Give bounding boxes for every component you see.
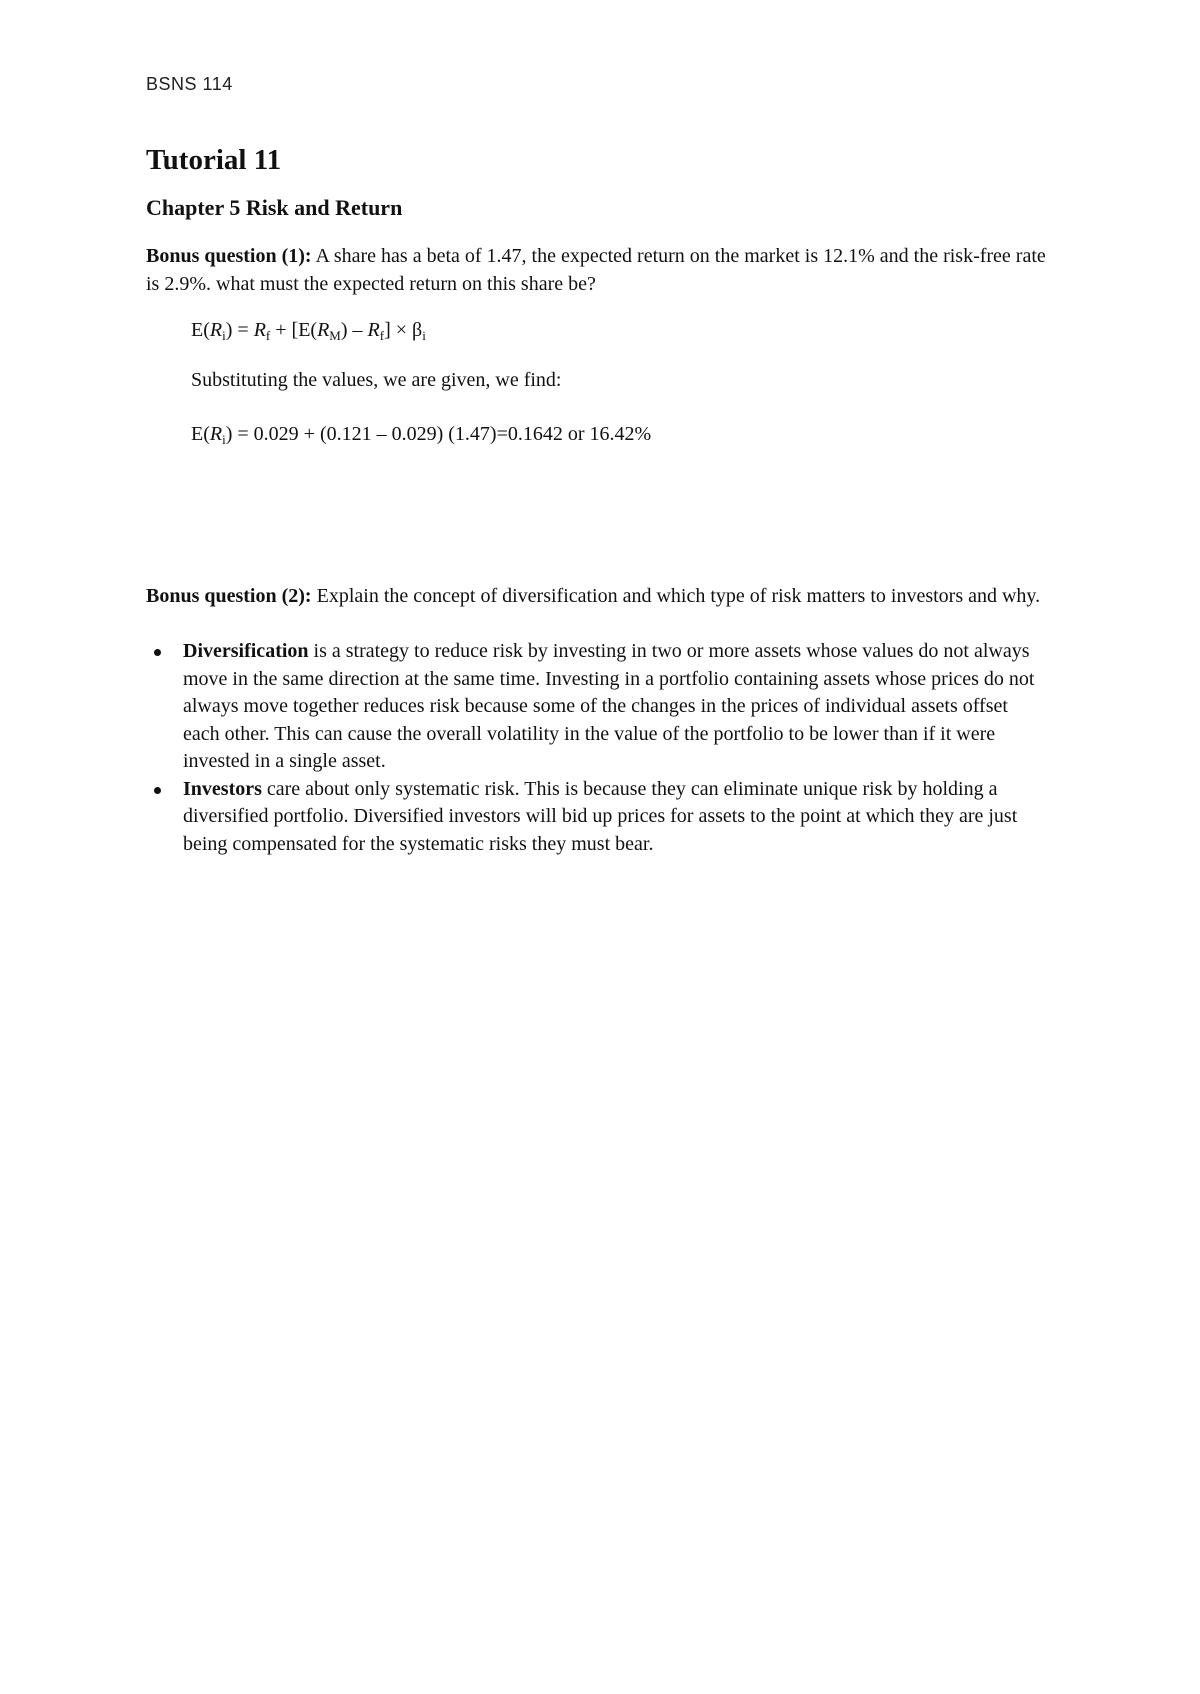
- formula-part: E(: [191, 319, 210, 341]
- bullet-icon: [154, 787, 161, 794]
- result-text: ) = 0.029 + (0.121 – 0.029) (1.47)=0.1642 or 16.42%: [225, 423, 652, 445]
- formula-sub: f: [265, 328, 271, 343]
- answer-bullet-list: [146, 638, 1046, 858]
- list-item: [146, 776, 1046, 859]
- chapter-heading: Chapter 5 Risk and Return: [146, 195, 403, 220]
- formula-var: R: [253, 319, 266, 341]
- substitution-text: Substituting the values, we are given, we find:: [191, 369, 562, 391]
- formula-var: R: [367, 319, 380, 341]
- list-item: [146, 638, 1046, 776]
- formula-part: ) –: [340, 319, 368, 341]
- formula-part: + [E(: [270, 319, 318, 341]
- bonus-question-1-label: Bonus question (1):: [146, 245, 312, 267]
- bullet-term: Diversification: [183, 640, 309, 662]
- bullet-term: Investors: [183, 777, 262, 800]
- bonus-question-1: [146, 242, 1046, 298]
- bullet-icon: [154, 649, 161, 656]
- formula-var: R: [209, 319, 223, 341]
- course-code-header: BSNS 114: [146, 74, 233, 94]
- formula-sub: M: [329, 328, 341, 343]
- formula-var: R: [209, 423, 223, 445]
- formula-sub: f: [379, 328, 385, 343]
- formula-part: E(: [191, 423, 210, 445]
- capm-formula: [191, 316, 426, 350]
- formula-sub: i: [222, 328, 226, 343]
- bonus-question-2: [146, 582, 1046, 610]
- capm-result: [191, 420, 651, 454]
- formula-sub: i: [422, 328, 426, 343]
- formula-part: ) =: [225, 319, 254, 341]
- page-title: Tutorial 11: [146, 144, 282, 176]
- formula-sub: i: [222, 432, 226, 447]
- formula-part: ] × β: [384, 319, 423, 341]
- bullet-text: is a strategy to reduce risk by investing in two or more assets whose values do not always move in the same direction at the same time. Investing in a portfolio containing assets whose prices do not always move together reduces risk because some of the changes in the prices of individual assets offset each other. This can cause the overall volatility in the value of the portfolio to be lower than if it were invested in a single asset.: [183, 640, 1035, 772]
- formula-var: R: [317, 319, 330, 341]
- bonus-question-2-text: Explain the concept of diversification and which type of risk matters to investors and why.: [311, 585, 1041, 607]
- bullet-text: care about only systematic risk. This is because they can eliminate unique risk by holding a diversified portfolio. Diversified investors will bid up prices for assets to the point at which they are just being compensated for the systematic risks they must bear.: [183, 777, 1018, 855]
- bonus-question-2-label: Bonus question (2):: [146, 585, 312, 607]
- bonus-question-1-text: A share has a beta of 1.47, the expected return on the market is 12.1% and the risk-free rate is 2.9%. what must the expected return on this share be?: [146, 245, 1046, 295]
